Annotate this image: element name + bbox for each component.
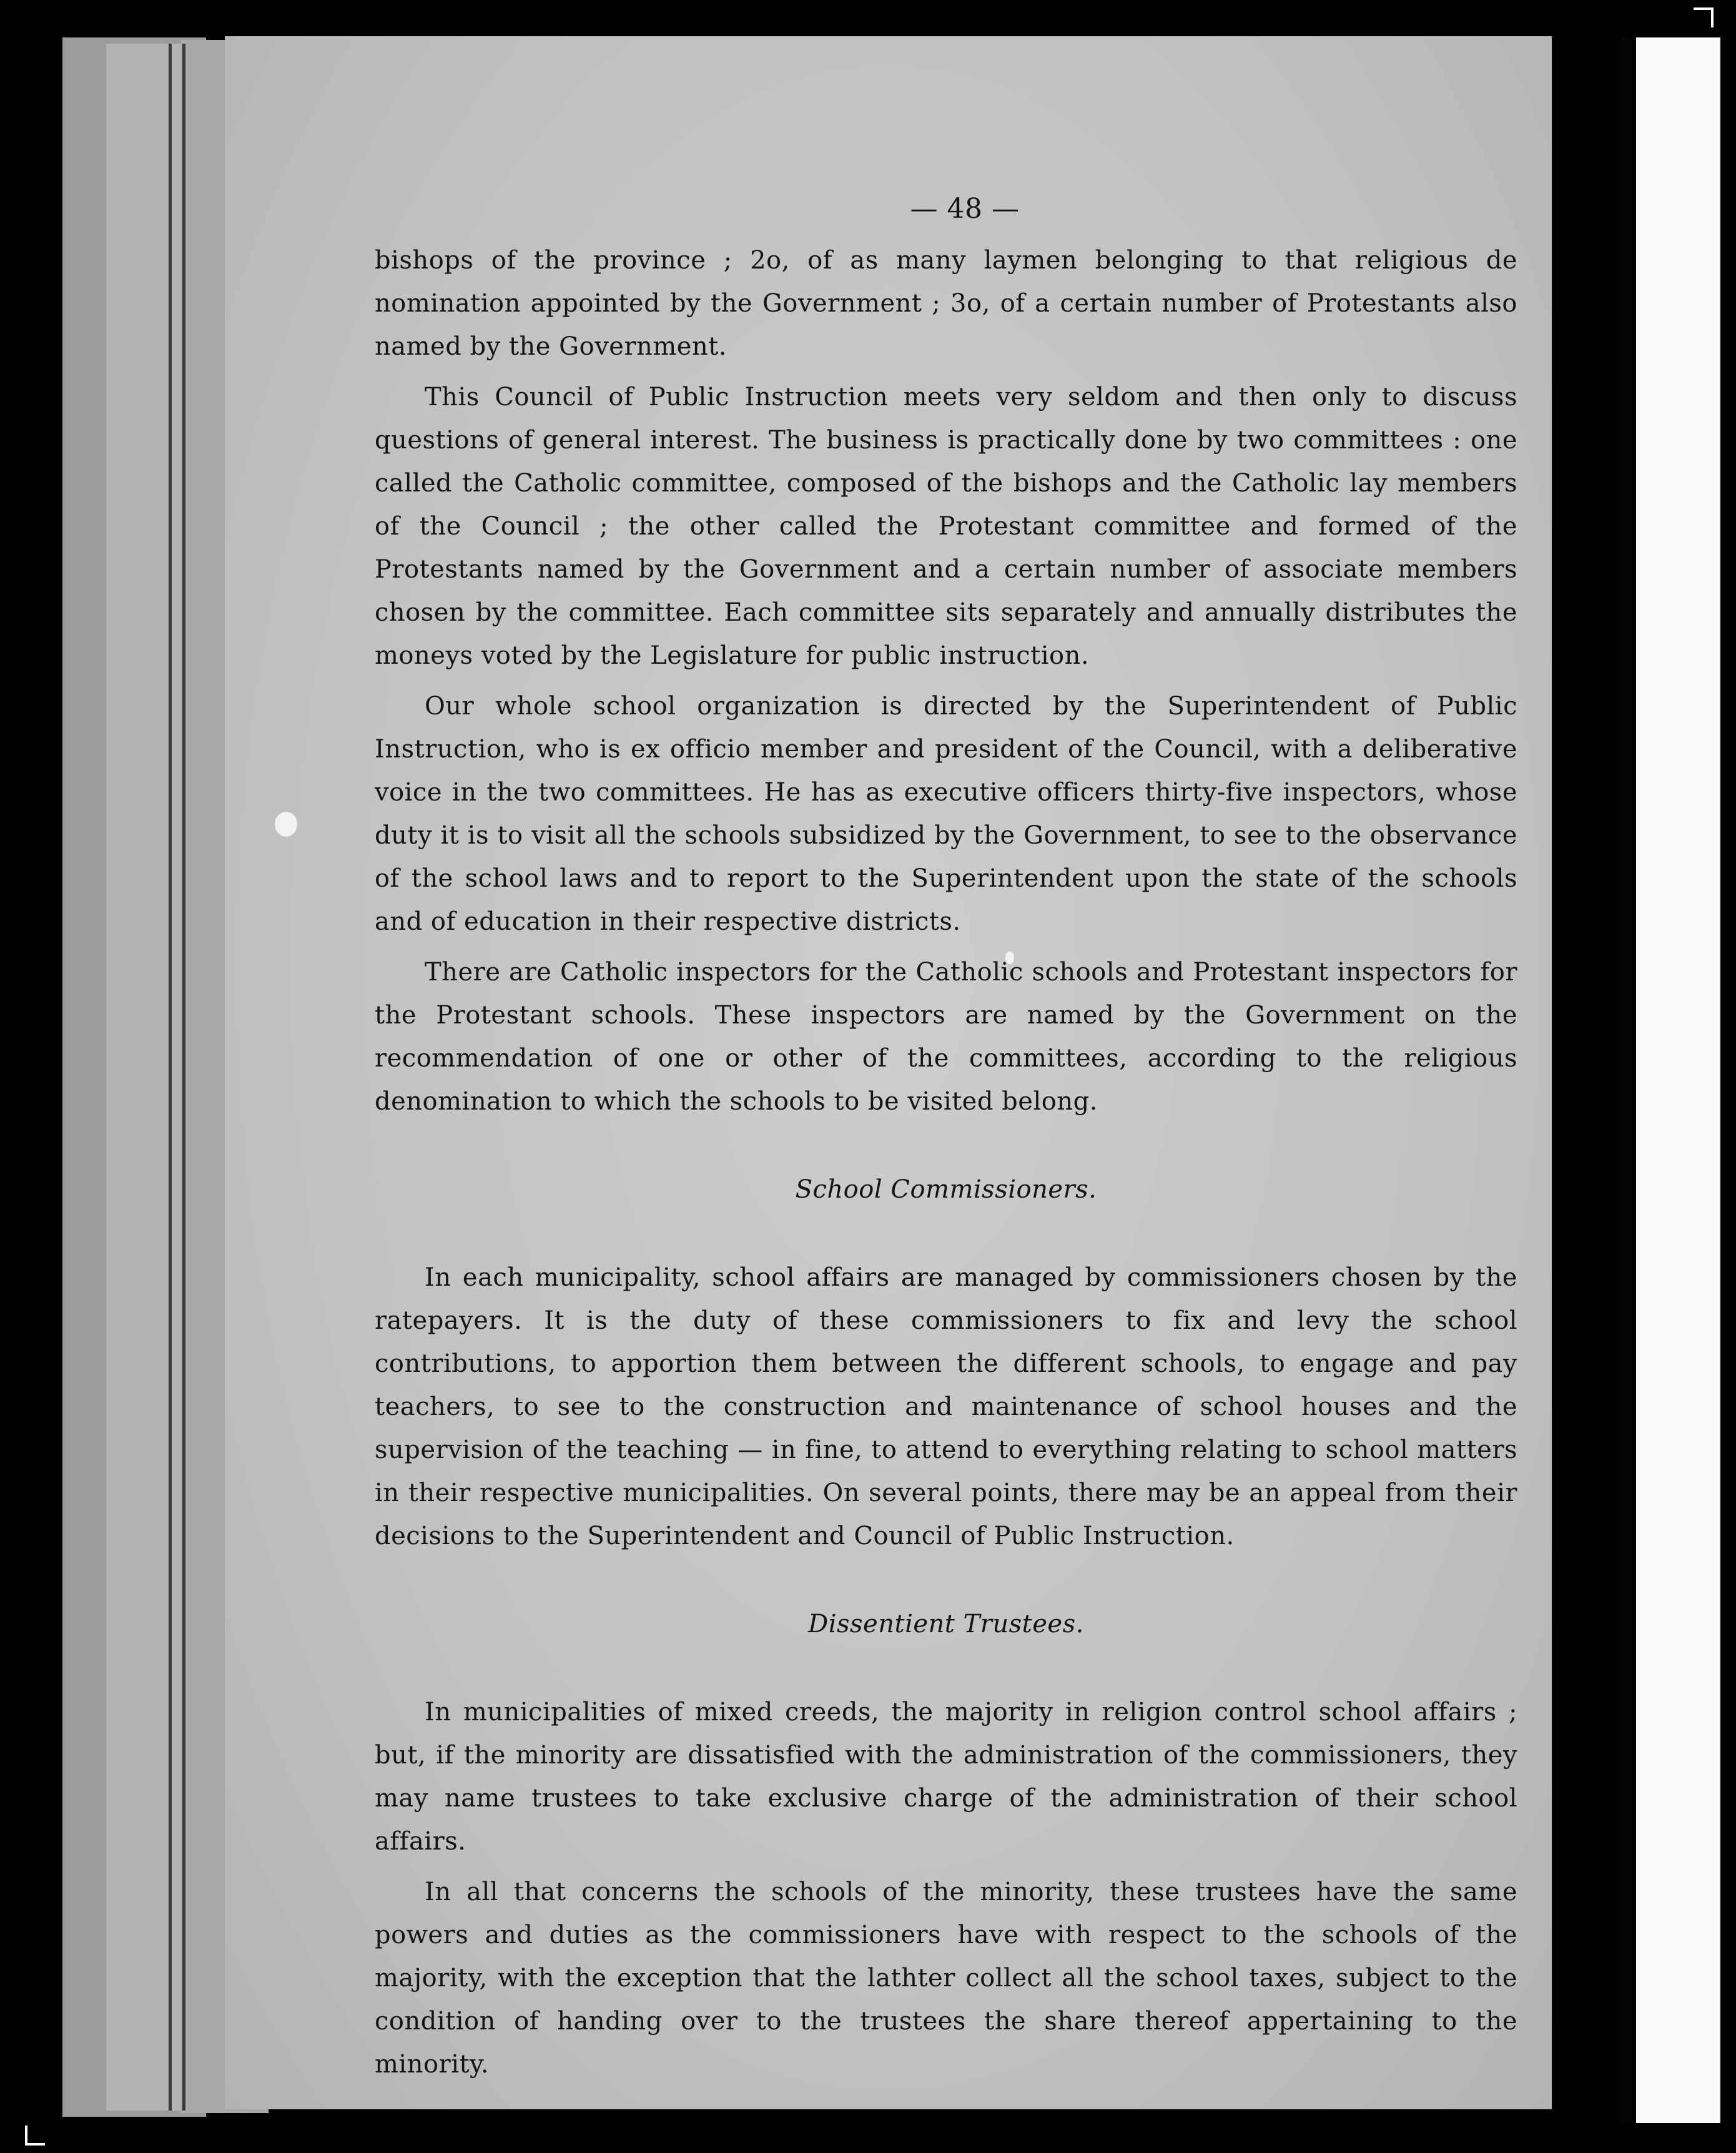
facing-page-edge (1636, 37, 1720, 2123)
paragraph: bishops of the province ; 2o, of as many laymen belonging to that religious de nomination appointed by the Government ; 3o, of a certain number of Protestants also named by the Government. (375, 246, 1517, 361)
page-number: — 48 — (910, 193, 1020, 225)
paragraph: There are Catholic inspectors for the Catholic schools and Protestant inspectors for the Protestant schools. These inspectors are named by the Government on the recommendation of one or other of the committees, according to the religious denomination to which the schools to be visited belong. (375, 958, 1517, 1116)
section-heading: School Commissioners. (795, 1175, 1097, 1204)
crop-mark-top-right (1694, 7, 1714, 27)
paragraph: In all that concerns the schools of the minority, these trustees have the same powers and duties as the commissioners have with respect to the schools of the majority, with the exception that the lathter collect all the school taxes, subject to the condition of handing over to the trustees the share thereof appertaining to the minority. (375, 1878, 1517, 2079)
binding-shadow (1620, 37, 1632, 2123)
dust-speck (275, 812, 297, 837)
paragraph: In municipalities of mixed creeds, the majority in religion control school affairs ; but, if the minority are dissatisfied with the administration of the commissioners, they may name trustees to take exclusive charge of the administration of their school affairs. (375, 1698, 1517, 1856)
page-text (375, 187, 1517, 2094)
page-edge-line (182, 44, 185, 2111)
crop-mark-bottom-left (25, 2126, 45, 2146)
paragraph: In each municipality, school affairs are managed by commissioners chosen by the ratepayers. It is the duty of these commissioners to fix and levy the school contributions, to apportion them between the different schools, to engage and pay teachers, to see to the construction and maintenance of school houses and the supervision of the teaching — in fine, to attend to everything relating to school matters in their respective municipalities. On several points, there may be an appeal from their decisions to the Superintendent and Council of Public Instruction. (375, 1263, 1517, 1550)
paragraph: Our whole school organization is directed by the Superintendent of Public Instruction, who is ex officio member and president of the Council, with a deliberative voice in the two committees. He has as executive officers thirty-five inspectors, whose duty it is to visit all the schools subsidized by the Government, to see to the observance of the school laws and to report to the Superintendent upon the state of the schools and of education in their respective districts. (375, 692, 1517, 936)
section-heading: Dissentient Trustees. (808, 1610, 1084, 1638)
page-edge-line (169, 44, 172, 2111)
paragraph: This Council of Public Instruction meets very seldom and then only to discuss questions of general interest. The business is practically done by two committees : one called the Catholic committee, composed of the bishops and the Catholic lay members of the Council ; the other called the Protestant committee and formed of the Protestants named by the Government and a certain number of associate members chosen by the committee. Each committee sits separately and annually distributes the moneys voted by the Legislature for public instruction. (375, 383, 1517, 670)
